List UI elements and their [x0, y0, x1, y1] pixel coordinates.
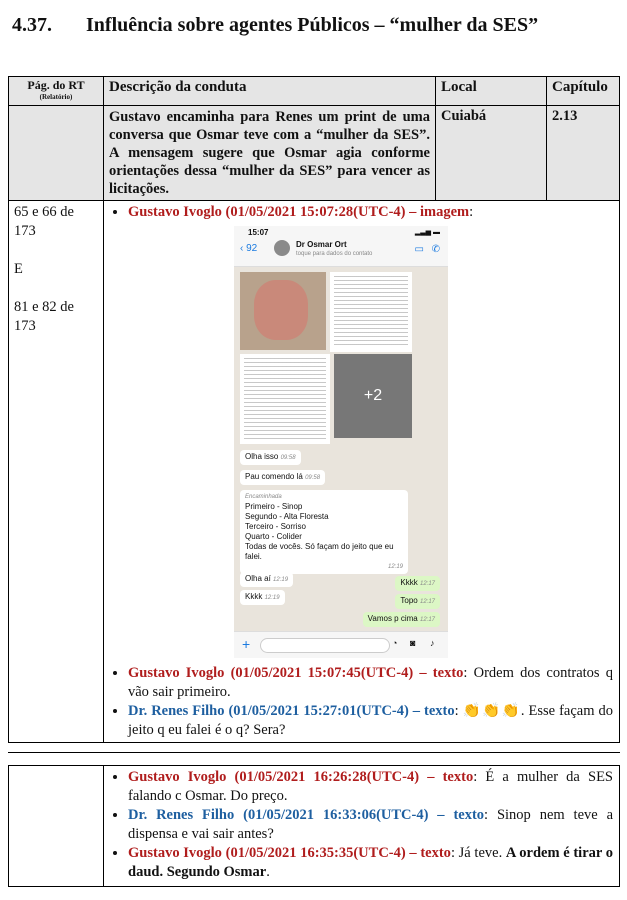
- summary-row: [9, 106, 620, 201]
- message-input[interactable]: [260, 638, 390, 653]
- evidence-list: [108, 768, 613, 882]
- message-in: Olha aí 12:19: [240, 572, 293, 587]
- summary-text: Gustavo encaminha para Renes um print de uma conversa que Osmar teve com a “mulher da SES”. A mensagem sugere que Osmar agia conforme orientações dessa “mulher da SES” para vencer as licitações.: [104, 106, 436, 201]
- message-in: Pau comendo lá 09:58: [240, 470, 325, 485]
- add-attachment-icon[interactable]: +: [242, 636, 251, 652]
- message-out: Topo 12:17: [395, 594, 440, 609]
- list-item: • Gustavo Ivoglo (01/05/2021 16:26:28(UTC-4) – texto: É a mulher da SES falando c Osmar. Do preço.: [128, 768, 613, 806]
- avatar: [274, 240, 290, 256]
- message-in-forwarded: Encaminhada Primeiro - Sinop Segundo - Alta Floresta Terceiro - Sorriso Quarto - Colider Todas de vocês. Só façam do jeito que eu falei. 12:19: [240, 490, 408, 574]
- evidence-cell: [104, 766, 620, 887]
- section-title: Influência sobre agentes Públicos – “mulher da SES”: [86, 14, 539, 36]
- video-call-icon[interactable]: ▭: [414, 244, 424, 255]
- evidence-list: [108, 203, 613, 222]
- message-in: Kkkk 12:19: [240, 590, 285, 605]
- list-item: • Dr. Renes Filho (01/05/2021 16:33:06(UTC-4) – texto: Sinop nem teve a dispensa e vai sair antes?: [128, 806, 613, 844]
- document-image[interactable]: [330, 272, 412, 352]
- signal-battery-icon: ▂▃▅ ▬: [414, 229, 440, 236]
- sticker-icon[interactable]: ◔: [392, 638, 398, 648]
- page-break-line: [8, 752, 620, 753]
- summary-capitulo: 2.13: [547, 106, 620, 201]
- list-item: • Gustavo Ivoglo (01/05/2021 16:35:35(UTC-4) – texto: Já teve. A ordem é tirar o daud. Segundo Osmar.: [128, 844, 613, 882]
- page-refs: 65 e 66 de 173 E 81 e 82 de 173: [9, 201, 104, 743]
- more-media-tile[interactable]: +2: [334, 354, 412, 438]
- list-item: • Dr. Renes Filho (01/05/2021 15:27:01(UTC-4) – texto: 👏👏👏. Esse façam do jeito q eu falei é o q? Sera?: [128, 702, 613, 740]
- list-item: • Gustavo Ivoglo (01/05/2021 15:07:45(UTC-4) – texto: Ordem dos contratos q vão sair primeiro.: [128, 664, 613, 702]
- conduct-table: [8, 76, 620, 743]
- conduct-table-continued: [8, 765, 620, 887]
- microphone-icon[interactable]: ♪: [430, 638, 435, 648]
- clapping-hands-icon: 👏👏👏: [462, 703, 521, 719]
- evidence-row: [9, 766, 620, 887]
- section-heading: [12, 14, 612, 37]
- page-refs: [9, 766, 104, 887]
- evidence-list: [108, 664, 613, 740]
- section-number: 4.37.: [12, 14, 52, 36]
- evidence-cell: [104, 201, 620, 743]
- document-image[interactable]: [240, 354, 330, 444]
- contact-name: Dr Osmar Ort: [296, 240, 347, 249]
- evidence-row: [9, 201, 620, 743]
- chat-header: 15:07 ▂▃▅ ▬ ‹ 92 Dr Osmar Ort toque para dados do contato ▭ ✆: [234, 226, 448, 267]
- message-out: Kkkk 12:17: [395, 576, 440, 591]
- table-header-row: [9, 77, 620, 106]
- camera-icon[interactable]: ◙: [410, 638, 416, 648]
- contact-subtitle: toque para dados do contato: [296, 251, 373, 257]
- chat-input-bar: [234, 631, 448, 658]
- header-desc: Descrição da conduta: [104, 77, 436, 106]
- list-item: • Gustavo Ivoglo (01/05/2021 15:07:28(UTC-4) – imagem:: [128, 203, 613, 222]
- message-out: Vamos p cima 12:17: [363, 612, 440, 627]
- back-button[interactable]: ‹ 92: [240, 243, 258, 254]
- message-in: Olha isso 09:58: [240, 450, 301, 465]
- header-capitulo: Capítulo: [547, 77, 620, 106]
- header-pag: Pág. do RT (Relatório): [9, 77, 104, 106]
- summary-local: Cuiabá: [436, 106, 547, 201]
- summary-pag-cell: [9, 106, 104, 201]
- blurred-photo[interactable]: [240, 272, 326, 350]
- header-local: Local: [436, 77, 547, 106]
- whatsapp-screenshot: [234, 226, 448, 658]
- phone-call-icon[interactable]: ✆: [431, 244, 440, 255]
